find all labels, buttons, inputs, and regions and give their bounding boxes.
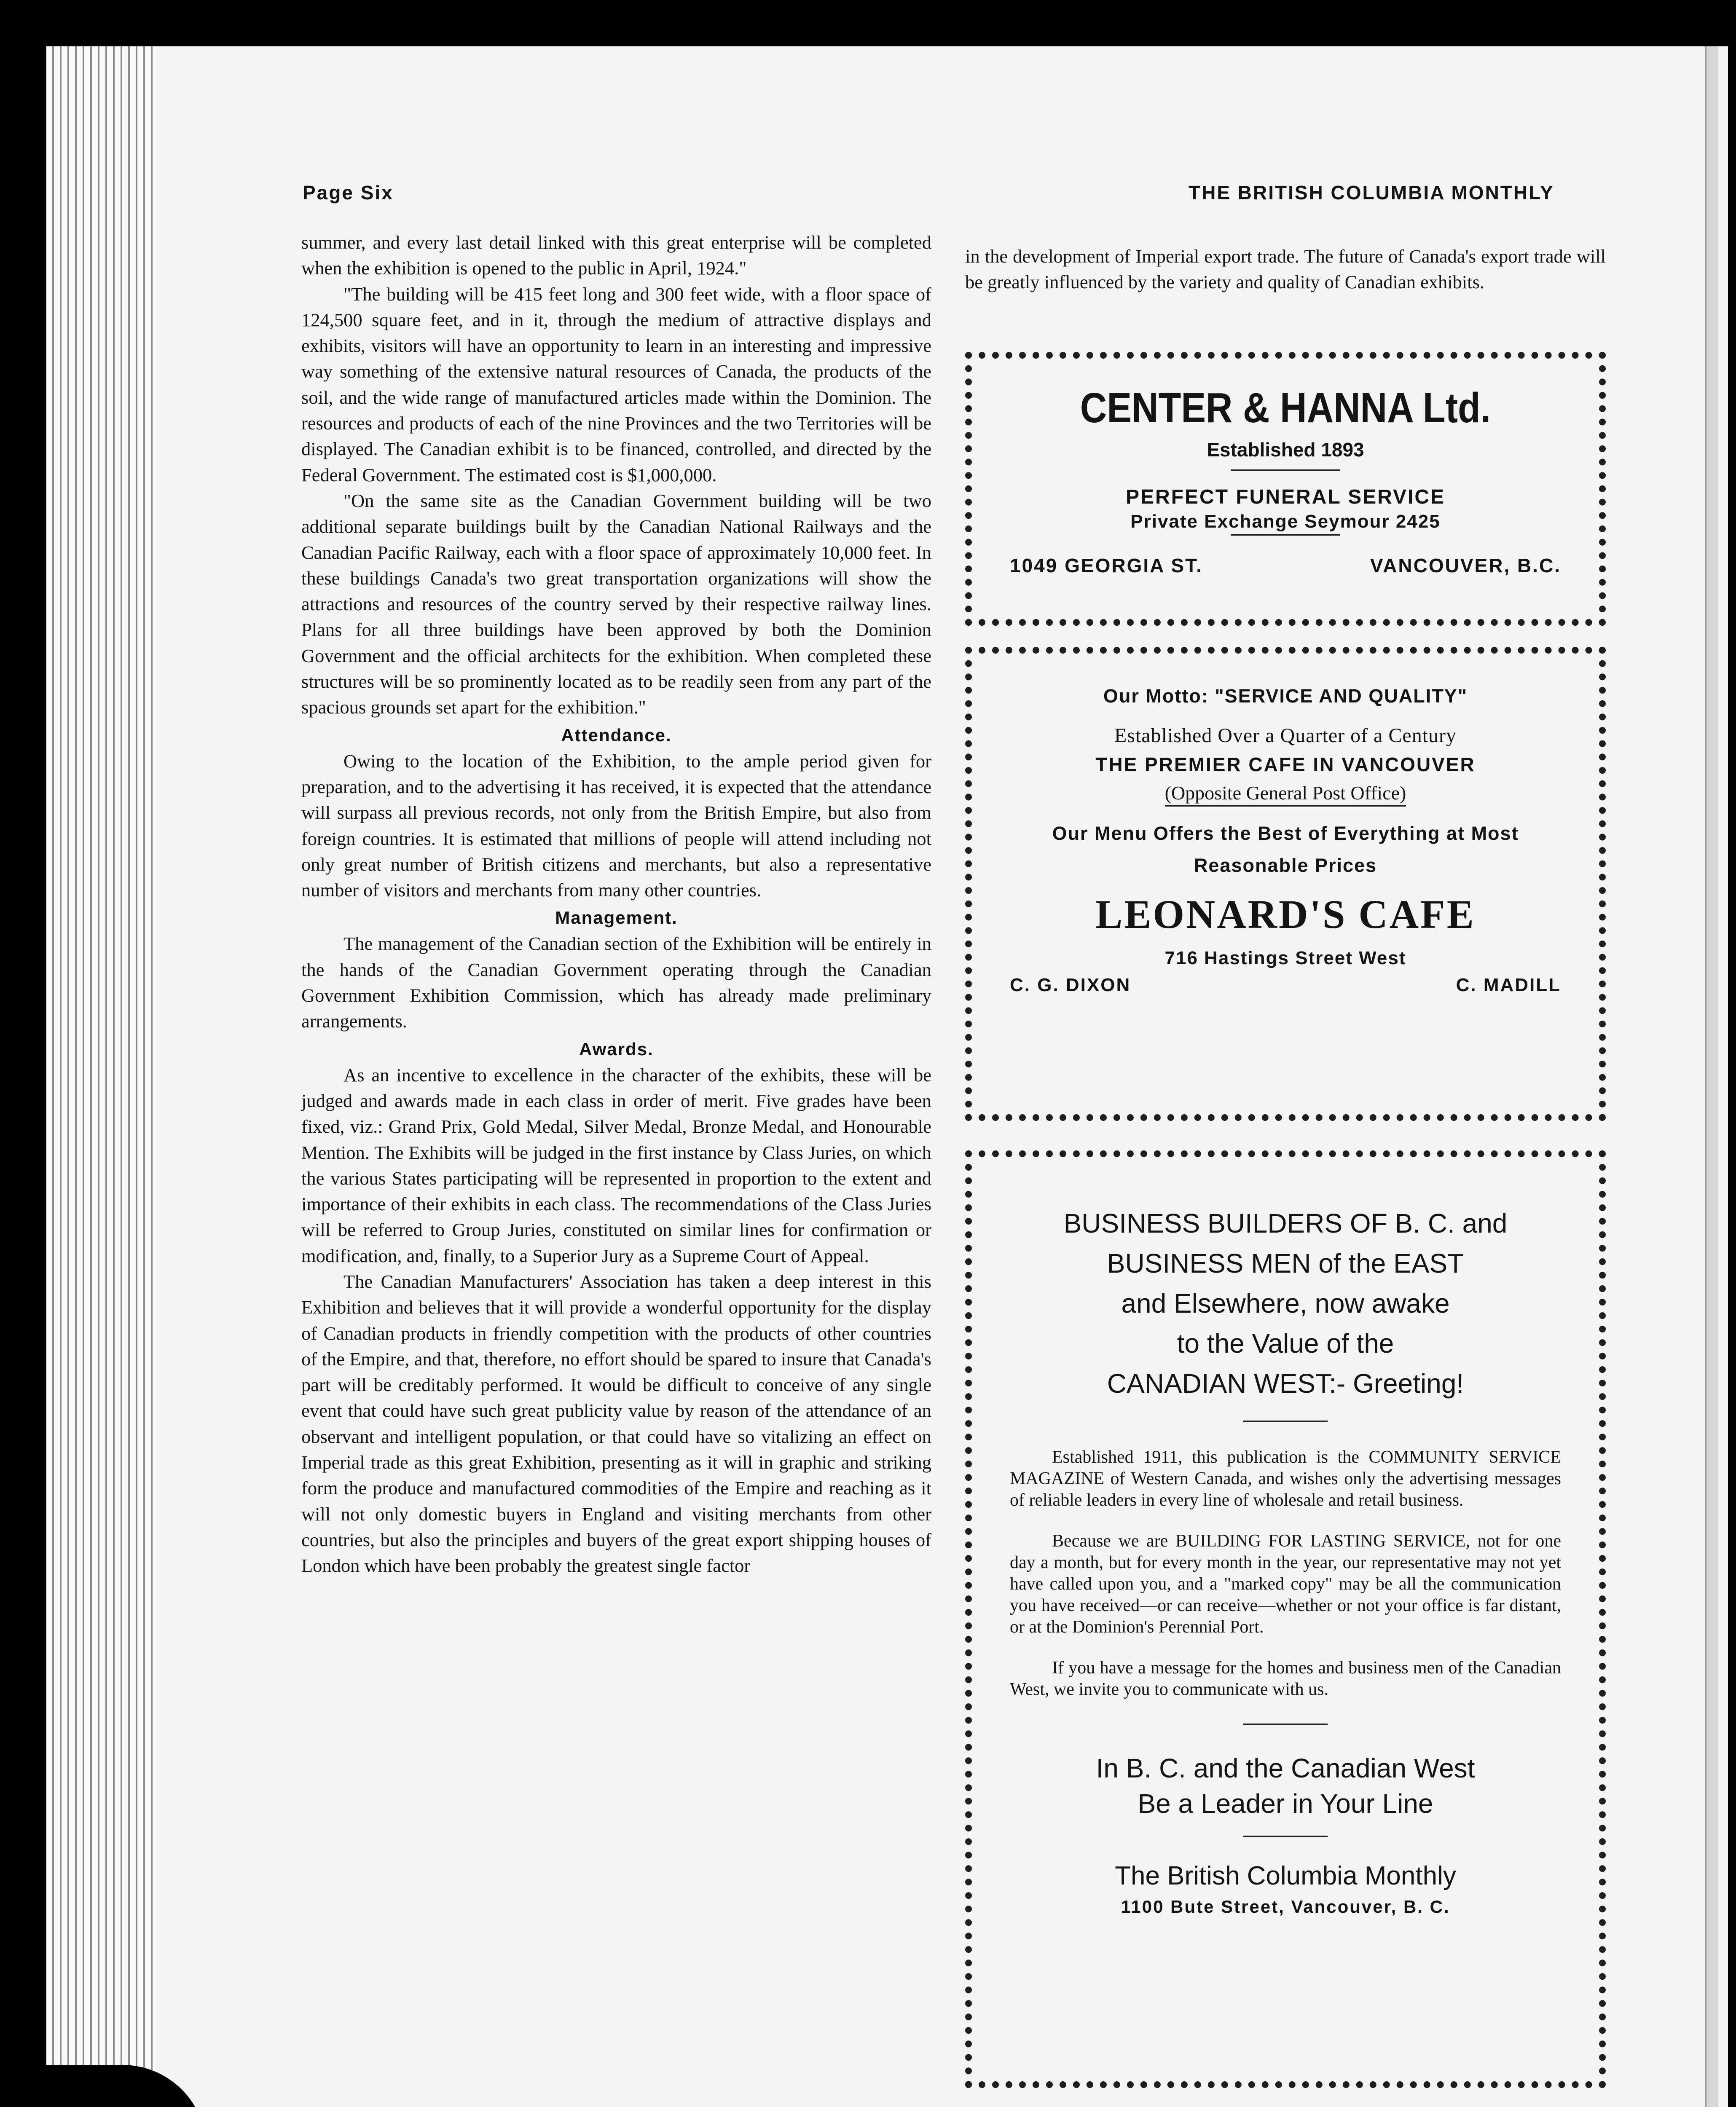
ad-headline-line: to the Value of the <box>1177 1328 1394 1359</box>
ad-paragraph: Because we are BUILDING FOR LASTING SERVICE, not for one day a month, but for every month in the year, our representative may not yet have called upon you, and a "marked copy" may be all the communication you have received—or can receive—whether or not your office is far distant, or at the Dominion's Perennial Port. <box>1010 1531 1561 1637</box>
ad-title: CENTER & HANNA Ltd. <box>1080 384 1491 432</box>
ad-bc-monthly <box>965 1150 1606 2088</box>
article-paragraph: As an incentive to excellence in the character of the exhibits, these will be judged and awards made in each class in order of merit. Five grades have been fixed, viz.: Grand Prix, Gold Medal, Silver Medal, Bronze Medal, and Honourable Mention. The Exhibits will be judged in the first instance by Class Juries, on which the various States participating will be represented in proportion to the extent and importance of their exhibits in each class. The recommendations of the Class Juries will be referred to Group Juries, constituted on similar lines for confirmation or modification, and, finally, to a Superior Jury as a Supreme Court of Appeal. <box>301 1064 931 1266</box>
ad-publication: The British Columbia Monthly <box>1115 1861 1456 1890</box>
section-heading-management: Management. <box>555 908 678 928</box>
ad-body <box>1010 1447 1561 1700</box>
ad-premier: THE PREMIER CAFE IN VANCOUVER <box>1095 753 1476 775</box>
article-paragraph: The Canadian Manufacturers' Association has taken a deep interest in this Exhibition and believes that it will provide a wonderful opportunity for the display of Canadian products in friendly competition with the products of other countries of the Empire, and that, therefore, no effort should be spared to insure that Canada's part will be creditably performed. It would be difficult to conceive of any single event that could have such great publicity value by reason of the attendance of an observant and intelligent population, or that could have so vitalizing an effect on Imperial trade as this great Exhibition, presenting as it will in graphic and striking form the produce and manufactured commodities of the Empire and reaching as it will not only domestic buyers in England and visiting merchants from other countries, but also the principles and buyers of the great export shipping houses of London which have been probably the greatest single factor <box>301 1271 931 1576</box>
page-edge-stack <box>46 46 156 2107</box>
ad-slogan-line: In B. C. and the Canadian West <box>1096 1753 1475 1783</box>
ad-title: LEONARD'S CAFE <box>1095 892 1476 937</box>
ad-slogan <box>1010 1750 1561 1821</box>
article-paragraph: The management of the Canadian section of the Exhibition will be entirely in the hands of the Canadian Government operating through the Canadian Government Exhibition Commission, which has already made preliminary arrangements. <box>301 933 931 1032</box>
ad-leonards-cafe <box>965 647 1606 1121</box>
ad-paragraph: Established 1911, this publication is the COMMUNITY SERVICE MAGAZINE of Western Canada, and wishes only the advertising messages of reliable leaders in every line of wholesale and retail business. <box>1010 1448 1561 1510</box>
ad-address-row <box>1010 554 1561 577</box>
ad-motto: Our Motto: "SERVICE AND QUALITY" <box>1103 685 1468 707</box>
ad-established: Established 1893 <box>1207 439 1364 461</box>
section-heading-attendance: Attendance. <box>561 725 672 745</box>
divider <box>1243 1836 1328 1837</box>
ad-headline <box>1010 1204 1561 1404</box>
ad-owners-row <box>1010 975 1561 996</box>
ad-owner: C. MADILL <box>1456 975 1561 995</box>
ad-owner: C. G. DIXON <box>1010 975 1131 995</box>
section-heading-awards: Awards. <box>579 1039 654 1059</box>
ad-service: PERFECT FUNERAL SERVICE <box>1126 486 1445 508</box>
ad-center-hanna <box>965 352 1606 626</box>
ad-paragraph: If you have a message for the homes and business men of the Canadian West, we invite you to communicate with us. <box>1010 1658 1561 1699</box>
ad-slogan-line: Be a Leader in Your Line <box>1138 1788 1433 1819</box>
ad-phone: Private Exchange Seymour 2425 <box>1130 511 1441 532</box>
divider <box>1243 1421 1328 1422</box>
divider <box>1243 1724 1328 1725</box>
ad-address: 716 Hastings Street West <box>1164 948 1406 968</box>
article-paragraph: Owing to the location of the Exhibition, to the ample period given for preparation, and to the advertising it has received, it is expected that the attendance will surpass all previous records, not only from the British Empire, but also from foreign countries. It is estimated that millions of people will attend including not only great number of British citizens and merchants, but also a representative number of visitors and merchants from many other countries. <box>301 750 931 901</box>
article-paragraph: "On the same site as the Canadian Government building will be two additional separate buildings built by the Canadian National Railways and the Canadian Pacific Railway, each with a floor space of approximately 10,000 feet. In these buildings Canada's two great transportation organizations will show the attractions and resources of the country served by their respective railway lines. Plans for all three buildings have been approved by both the Dominion Government and the official architects for the exhibition. When completed these structures will be so prominently located as to be readily seen from any part of the spacious grounds set apart for the exhibition." <box>301 490 931 718</box>
ad-city: VANCOUVER, B.C. <box>1370 555 1561 576</box>
article-paragraph: in the development of Imperial export trade. The future of Canada's export trade will be greatly influenced by the variety and quality of Canadian exhibits. <box>965 246 1606 293</box>
running-header: THE BRITISH COLUMBIA MONTHLY <box>1189 182 1554 204</box>
ad-headline-line: CANADIAN WEST:- Greeting! <box>1107 1368 1464 1399</box>
ad-opposite: (Opposite General Post Office) <box>1165 782 1406 807</box>
divider <box>1231 469 1340 471</box>
divider <box>1231 534 1340 536</box>
ad-established: Established Over a Quarter of a Century <box>1114 724 1457 747</box>
ad-address: 1049 GEORGIA ST. <box>1010 555 1203 576</box>
ad-prices: Reasonable Prices <box>1194 855 1377 876</box>
article-paragraph: summer, and every last detail linked with this great enterprise will be completed when the exhibition is opened to the public in April, 1924." <box>301 232 931 279</box>
ad-address: 1100 Bute Street, Vancouver, B. C. <box>1121 1897 1450 1917</box>
binding-edge <box>1705 46 1718 2107</box>
article-paragraph: "The building will be 415 feet long and 300 feet wide, with a floor space of 124,500 square feet, and in it, through the medium of attractive displays and exhibits, visitors will have an opportunity to learn in an interesting and impressive way something of the extensive natural resources of Canada, the products of the soil, and the wide range of manufactured articles made within the Dominion. The resources and products of each of the nine Provinces and the two Territories will be displayed. The Canadian exhibit is to be financed, controlled, and directed by the Federal Government. The estimated cost is $1,000,000. <box>301 283 931 485</box>
ad-headline-line: BUSINESS BUILDERS OF B. C. and <box>1063 1208 1508 1238</box>
ad-headline-line: BUSINESS MEN of the EAST <box>1107 1248 1464 1279</box>
article-left-column <box>301 230 931 1579</box>
page-number: Page Six <box>303 182 394 204</box>
ad-headline-line: and Elsewhere, now awake <box>1121 1288 1450 1319</box>
article-right-column <box>965 244 1606 295</box>
ad-menu: Our Menu Offers the Best of Everything at Most <box>1052 823 1519 844</box>
